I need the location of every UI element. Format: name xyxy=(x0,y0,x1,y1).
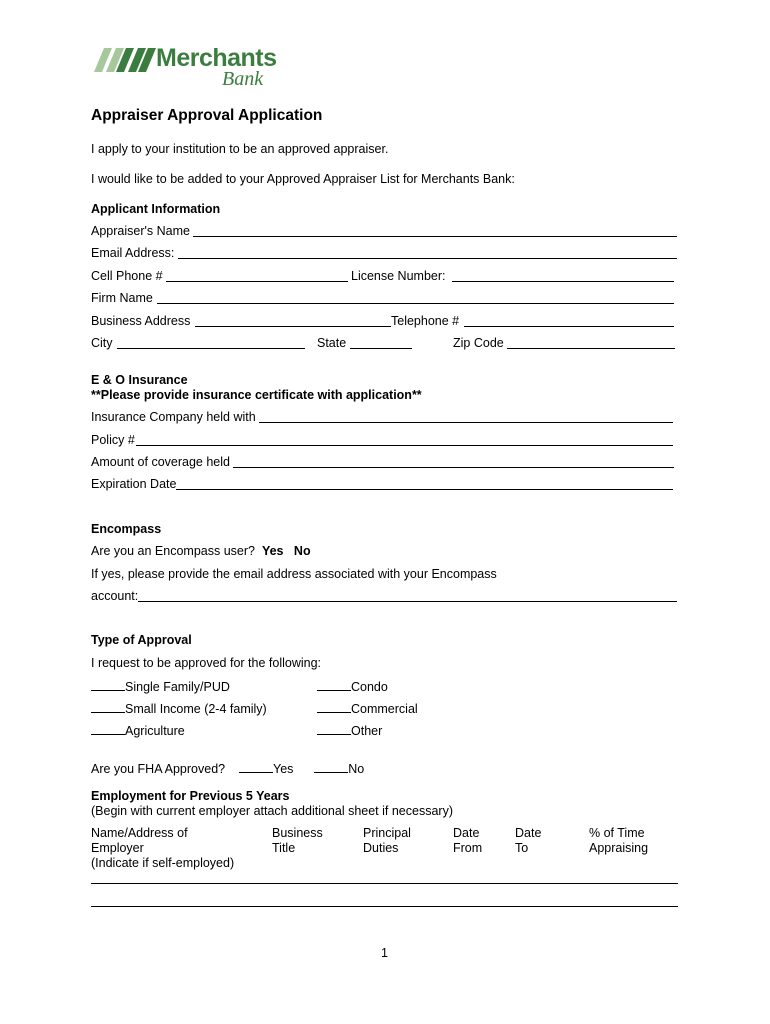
agriculture-label: Agriculture xyxy=(125,724,185,738)
column-header-percent-time-line2: Appraising xyxy=(589,841,649,855)
column-header-date-to-line1: Date xyxy=(515,826,542,840)
zip-code-label: Zip Code xyxy=(453,336,504,350)
eo-note: **Please provide insurance certificate with application** xyxy=(91,388,422,402)
intro-line-1: I apply to your institution to be an approved appraiser. xyxy=(91,142,389,156)
page-number: 1 xyxy=(381,946,388,960)
business-address-field[interactable] xyxy=(195,326,391,327)
expiration-date-field[interactable] xyxy=(176,489,673,490)
appraiser-name-field[interactable] xyxy=(193,236,677,237)
condo-blank[interactable] xyxy=(317,678,351,691)
telephone-label: Telephone # xyxy=(391,314,460,328)
option-single-family xyxy=(91,678,230,695)
column-header-percent-time xyxy=(589,826,648,856)
city-label: City xyxy=(91,336,113,350)
fha-yes-label: Yes xyxy=(273,762,294,776)
logo-word-merchants: Merchants xyxy=(156,44,277,72)
page-title: Appraiser Approval Application xyxy=(91,107,323,124)
column-header-date-from-line1: Date xyxy=(453,826,480,840)
merchants-bank-logo xyxy=(94,44,284,90)
other-blank[interactable] xyxy=(317,722,351,735)
encompass-account-label: account: xyxy=(91,589,139,603)
bank-stripes-icon xyxy=(94,48,156,72)
commercial-blank[interactable] xyxy=(317,700,351,713)
coverage-label: Amount of coverage held xyxy=(91,455,230,469)
option-small-income xyxy=(91,700,267,717)
logo-word-bank: Bank xyxy=(222,68,264,90)
column-header-date-from-line2: From xyxy=(453,841,483,855)
encompass-yes-option[interactable]: Yes xyxy=(261,544,284,558)
encompass-question xyxy=(91,544,311,559)
license-number-field[interactable] xyxy=(452,281,674,282)
telephone-field[interactable] xyxy=(464,326,674,327)
column-header-employer xyxy=(91,826,234,871)
email-label: Email Address: xyxy=(91,246,175,260)
column-header-percent-time-line1: % of Time xyxy=(589,826,645,840)
column-header-duties-line2: Duties xyxy=(363,841,399,855)
agriculture-blank[interactable] xyxy=(91,722,125,735)
city-field[interactable] xyxy=(117,348,305,349)
encompass-ifyes-text: If yes, please provide the email address associated with your Encompass xyxy=(91,567,497,581)
single-family-blank[interactable] xyxy=(91,678,125,691)
firm-name-label: Firm Name xyxy=(91,291,153,305)
applicant-heading: Applicant Information xyxy=(91,202,221,216)
encompass-heading: Encompass xyxy=(91,522,162,536)
column-header-duties-line1: Principal xyxy=(363,826,411,840)
employment-entry-line-2[interactable] xyxy=(91,906,678,907)
state-field[interactable] xyxy=(350,348,412,349)
email-field[interactable] xyxy=(178,258,677,259)
firm-name-field[interactable] xyxy=(157,303,674,304)
state-label: State xyxy=(317,336,347,350)
option-condo xyxy=(317,678,388,695)
zip-code-field[interactable] xyxy=(507,348,675,349)
employment-subheading: (Begin with current employer attach additional sheet if necessary) xyxy=(91,804,453,818)
option-commercial xyxy=(317,700,418,717)
small-income-blank[interactable] xyxy=(91,700,125,713)
commercial-label: Commercial xyxy=(351,702,418,716)
option-other xyxy=(317,722,382,739)
fha-no-label: No xyxy=(348,762,365,776)
appraiser-name-label: Appraiser's Name xyxy=(91,224,190,238)
employment-entry-line-1[interactable] xyxy=(91,883,678,884)
other-label: Other xyxy=(351,724,383,738)
cell-phone-field[interactable] xyxy=(166,281,348,282)
fha-no-blank[interactable] xyxy=(314,760,348,773)
fha-question xyxy=(91,760,364,777)
cell-phone-label: Cell Phone # xyxy=(91,269,163,283)
option-agriculture xyxy=(91,722,185,739)
policy-label: Policy # xyxy=(91,433,135,447)
coverage-field[interactable] xyxy=(233,467,674,468)
column-header-title xyxy=(272,826,323,856)
employment-heading: Employment for Previous 5 Years xyxy=(91,789,290,803)
encompass-no-option[interactable]: No xyxy=(293,544,311,558)
column-header-employer-line1: Name/Address of xyxy=(91,826,188,840)
column-header-employer-line2: Employer xyxy=(91,841,144,855)
encompass-question-text: Are you an Encompass user? xyxy=(91,544,255,558)
single-family-label: Single Family/PUD xyxy=(125,680,230,694)
insurance-company-field[interactable] xyxy=(259,422,673,423)
encompass-account-field[interactable] xyxy=(138,601,677,602)
insurance-company-label: Insurance Company held with xyxy=(91,410,256,424)
condo-label: Condo xyxy=(351,680,388,694)
business-address-label: Business Address xyxy=(91,314,191,328)
approval-request-text: I request to be approved for the following: xyxy=(91,656,322,670)
column-header-date-from xyxy=(453,826,482,856)
column-header-duties xyxy=(363,826,411,856)
column-header-date-to xyxy=(515,826,541,856)
column-header-title-line1: Business xyxy=(272,826,323,840)
expiration-date-label: Expiration Date xyxy=(91,477,177,491)
license-number-label: License Number: xyxy=(351,269,446,283)
fha-yes-blank[interactable] xyxy=(239,760,273,773)
small-income-label: Small Income (2-4 family) xyxy=(125,702,267,716)
column-header-date-to-line2: To xyxy=(515,841,529,855)
fha-question-text: Are you FHA Approved? xyxy=(91,762,226,776)
approval-heading: Type of Approval xyxy=(91,633,192,647)
column-header-title-line2: Title xyxy=(272,841,296,855)
eo-heading: E & O Insurance xyxy=(91,373,188,387)
policy-field[interactable] xyxy=(136,445,673,446)
intro-line-2: I would like to be added to your Approved Appraiser List for Merchants Bank: xyxy=(91,172,515,186)
column-header-employer-line3: (Indicate if self-employed) xyxy=(91,856,235,870)
